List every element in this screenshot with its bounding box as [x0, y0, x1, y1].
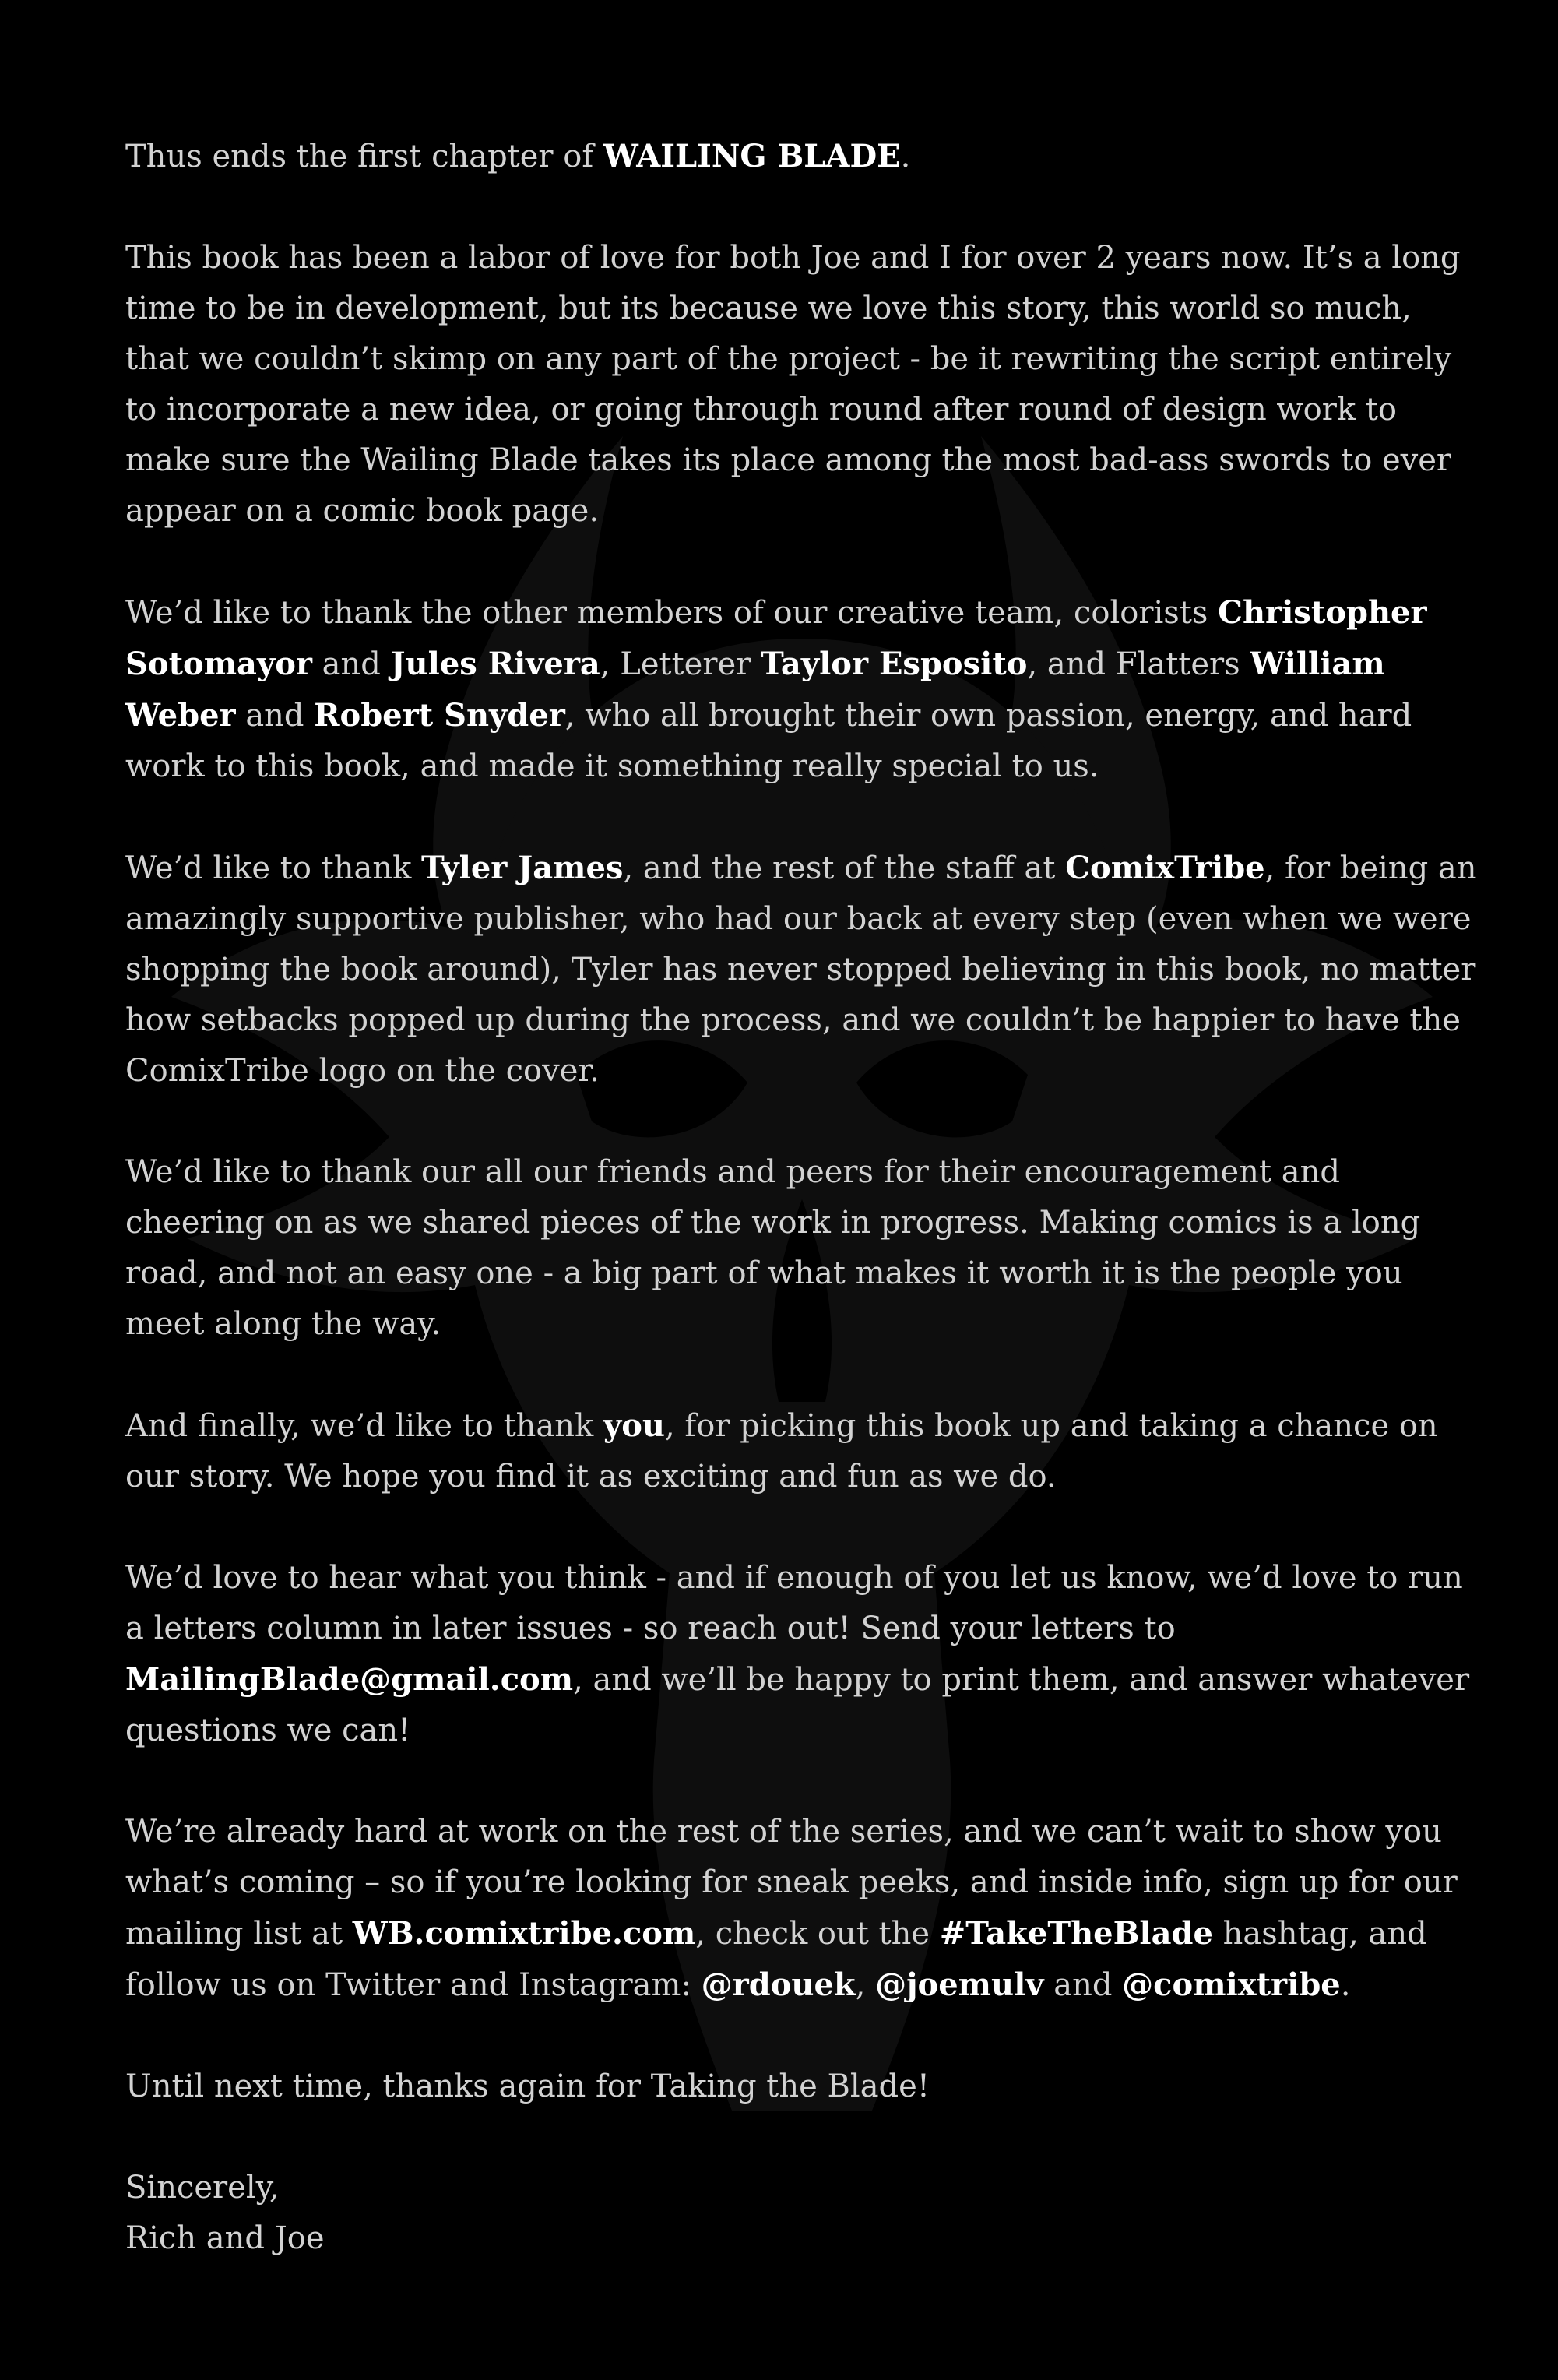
publisher-text: , and the rest of the staff at: [623, 850, 1066, 886]
intro-paragraph: [125, 131, 1480, 182]
team-text: , and Flatters: [1027, 646, 1250, 682]
team-paragraph: [125, 587, 1480, 792]
reader-text: And finally, we’d like to thank: [125, 1408, 603, 1444]
series-text: and: [1043, 1967, 1123, 2003]
credit-name: Taylor Esposito: [760, 646, 1028, 682]
credit-name: William Weber: [125, 646, 1385, 734]
credit-name: Christopher Sotomayor: [125, 594, 1427, 682]
hashtag: #TakeTheBlade: [939, 1915, 1213, 1952]
series-text: hashtag, and follow us on Twitter and Instagram:: [125, 1916, 1427, 2003]
publisher-person-name: Tyler James: [421, 850, 624, 886]
letters-paragraph: [125, 1553, 1480, 1756]
team-text: , who all brought their own passion, energy, and hard work to this book, and made it something really special to us.: [125, 698, 1412, 784]
series-text: .: [1340, 1967, 1351, 2003]
social-handle: @comixtribe: [1122, 1966, 1341, 2003]
series-text: , check out the: [695, 1916, 940, 1952]
intro-text: Thus ends the first chapter of: [125, 139, 603, 174]
publisher-paragraph: [125, 843, 1480, 1097]
reader-text: , for picking this book up and taking a chance on our story. We hope you find it as exciting and fun as we do.: [125, 1408, 1438, 1495]
credit-name: Jules Rivera: [390, 646, 600, 682]
website-link: WB.comixtribe.com: [352, 1915, 696, 1952]
team-text: and: [235, 698, 315, 734]
intro-punctuation: .: [900, 139, 911, 174]
book-title: WAILING BLADE: [603, 138, 901, 174]
closing-paragraph: Until next time, thanks again for Taking the Blade!: [125, 2068, 930, 2104]
social-handle: @rdouek: [701, 1966, 856, 2003]
reader-emphasis: you: [603, 1407, 665, 1444]
reader-thanks-paragraph: [125, 1400, 1480, 1502]
letters-text: , and we’ll be happy to print them, and answer whatever questions we can!: [125, 1662, 1470, 1748]
letter-body: [125, 131, 1480, 2264]
team-text: , Letterer: [600, 646, 761, 682]
letters-text: We’d love to hear what you think - and if enough of you let us know, we’d love to run a letters column in later issues - so reach out! Send your letters to: [125, 1560, 1463, 1646]
series-text: We’re already hard at work on the rest of the series, and we can’t wait to show you what’s coming – so if you’re looking for sneak peeks, and inside info, sign up for our mailing list at: [125, 1814, 1458, 1952]
publisher-text: We’d like to thank: [125, 850, 422, 886]
social-handle: @joemulv: [875, 1966, 1044, 2003]
signoff-signatures: Rich and Joe: [125, 2220, 325, 2256]
friends-paragraph: We’d like to thank our all our friends and peers for their encouragement and cheering on as we shared pieces of the work in progress. Making comics is a long road, and not an easy one - a big part of what makes it worth it is the people you meet along the way.: [125, 1154, 1421, 1342]
team-text: and: [311, 646, 391, 682]
labor-paragraph: This book has been a labor of love for both Joe and I for over 2 years now. It’s a long time to be in development, but its because we love this story, this world so much, that we couldn’t skimp on any part of the project - be it rewriting the script entirely to incorporate a new idea, or going through round after round of design work to make sure the Wailing Blade takes its place among the most bad-ass swords to ever appear on a comic book page.: [125, 240, 1461, 529]
series-text: ,: [855, 1967, 876, 2003]
signoff: [125, 2163, 1480, 2264]
team-text: We’d like to thank the other members of our creative team, colorists: [125, 595, 1219, 631]
publisher-name: ComixTribe: [1065, 850, 1265, 886]
signoff-salutation: Sincerely,: [125, 2170, 280, 2206]
publisher-text: , for being an amazingly supportive publisher, who had our back at every step (even when we were shopping the book around), Tyler has never stopped believing in this book, no matter how setbacks popped up during the process, and we couldn’t be happier to have the ComixTribe logo on the cover.: [125, 850, 1477, 1089]
series-paragraph: [125, 1807, 1480, 2011]
email-address: MailingBlade@gmail.com: [125, 1661, 574, 1698]
credit-name: Robert Snyder: [314, 697, 565, 734]
